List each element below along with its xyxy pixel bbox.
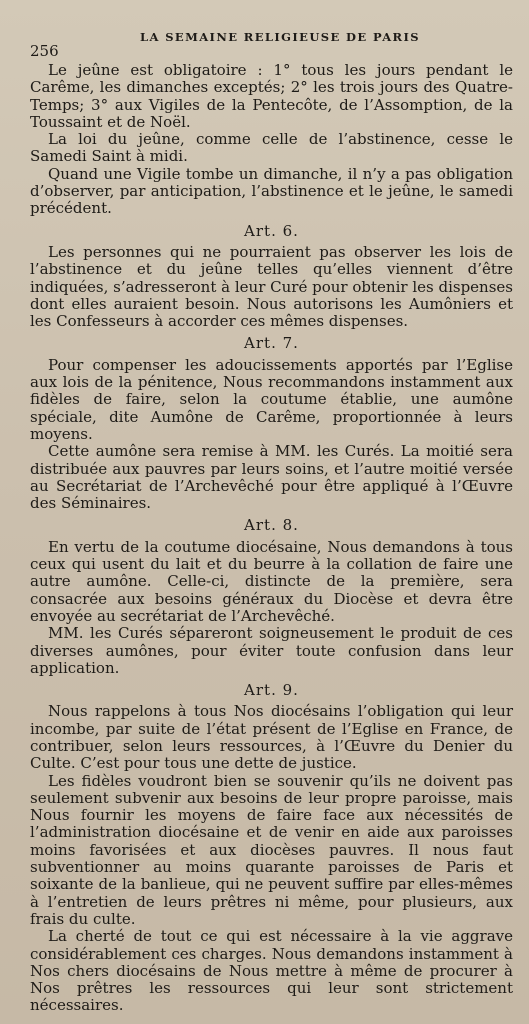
article-heading: Art. 7. <box>244 334 299 353</box>
article-paragraph: Les personnes qui ne pourraient pas observer les lois de l’abstinence et du jeûne telles qu’elles viennent d’être indiquées, s’adresseront à leur Curé pour obtenir les dispenses dont elles auraient besoin. Nous autorisons les Aumôniers et les Confesseurs à accorder ces mêmes dispenses. <box>30 242 513 331</box>
article-heading: Art. 6. <box>244 221 299 240</box>
article-paragraph: Cette aumône sera remise à MM. les Curés. La moitié sera distribuée aux pauvres par leurs soins, et l’autre moitié versée au Secrétariat de l’Archevêché pour être appliqué à l’Œuvre des Séminaires. <box>30 442 513 513</box>
page-number: 256 <box>30 42 59 60</box>
intro-paragraph: Quand une Vigile tombe un dimanche, il n’y a pas obligation d’observer, par anticipation, l’abstinence et le jeûne, le samedi précédent. <box>30 164 513 218</box>
article-paragraph: En vertu de la coutume diocésaine, Nous demandons à tous ceux qui usent du lait et du beurre à la collation de faire une autre aumône. Celle-ci, distincte de la première, sera consacrée aux besoins généraux du Diocèse et devra être envoyée au secrétariat de l’Archevêché. <box>30 537 513 625</box>
article-paragraph: La cherté de tout ce qui est nécessaire à la vie aggrave considérablement ces charges. Nous demandons instamment à Nos chers diocésains de Nous mettre à même de procurer à Nos prêtres les ressources qui leur sont strictement nécessaires. <box>30 927 513 1015</box>
page-header <box>30 28 513 62</box>
article-paragraph: Pour compenser les adoucissements apportés par l’Eglise aux lois de la pénitence, Nous recommandons instamment aux fidèles de faire, selon la coutume établie, une aumône spéciale, dite Aumône de Carême, proportionnée à leurs moyens. <box>30 355 513 443</box>
running-title: LA SEMAINE RELIGIEUSE DE PARIS <box>140 30 420 44</box>
page-body <box>30 62 513 1015</box>
article-heading: Art. 9. <box>244 681 299 700</box>
article-paragraph: Nous rappelons à tous Nos diocésains l’obligation qui leur incombe, par suite de l’état présent de l’Eglise en France, de contribuer, selon leurs ressources, à l’Œuvre du Denier du Culte. C’est pour tous une dette de justice. <box>30 702 513 773</box>
article-heading: Art. 8. <box>244 516 299 535</box>
article-paragraph: Les fidèles voudront bien se souvenir qu’ils ne doivent pas seulement subvenir aux besoins de leur propre paroisse, mais Nous fournir les moyens de faire face aux nécessités de l’administration diocésaine et de venir en aide aux paroisses moins favorisées et aux diocèses pauvres. Il nous faut subventionner au moins quarante paroisses de Paris et soixante de la banlieue, qui ne peuvent suffire par elles-mêmes à l’entretien de leurs prêtres ni même, pour plusieurs, aux frais du culte. <box>30 771 513 928</box>
intro-paragraph: Le jeûne est obligatoire : 1° tous les jours pendant le Carême, les dimanches exceptés; 2° les trois jours des Quatre-Temps; 3° aux Vigiles de la Pentecôte, de l’Assomption, de la Toussaint et de Noël. <box>30 61 513 131</box>
article-paragraph: MM. les Curés sépareront soigneusement le produit de ces diverses aumônes, pour éviter toute confusion dans leur application. <box>30 624 513 677</box>
intro-paragraph: La loi du jeûne, comme celle de l’abstinence, cesse le Samedi Saint à midi. <box>30 130 513 166</box>
